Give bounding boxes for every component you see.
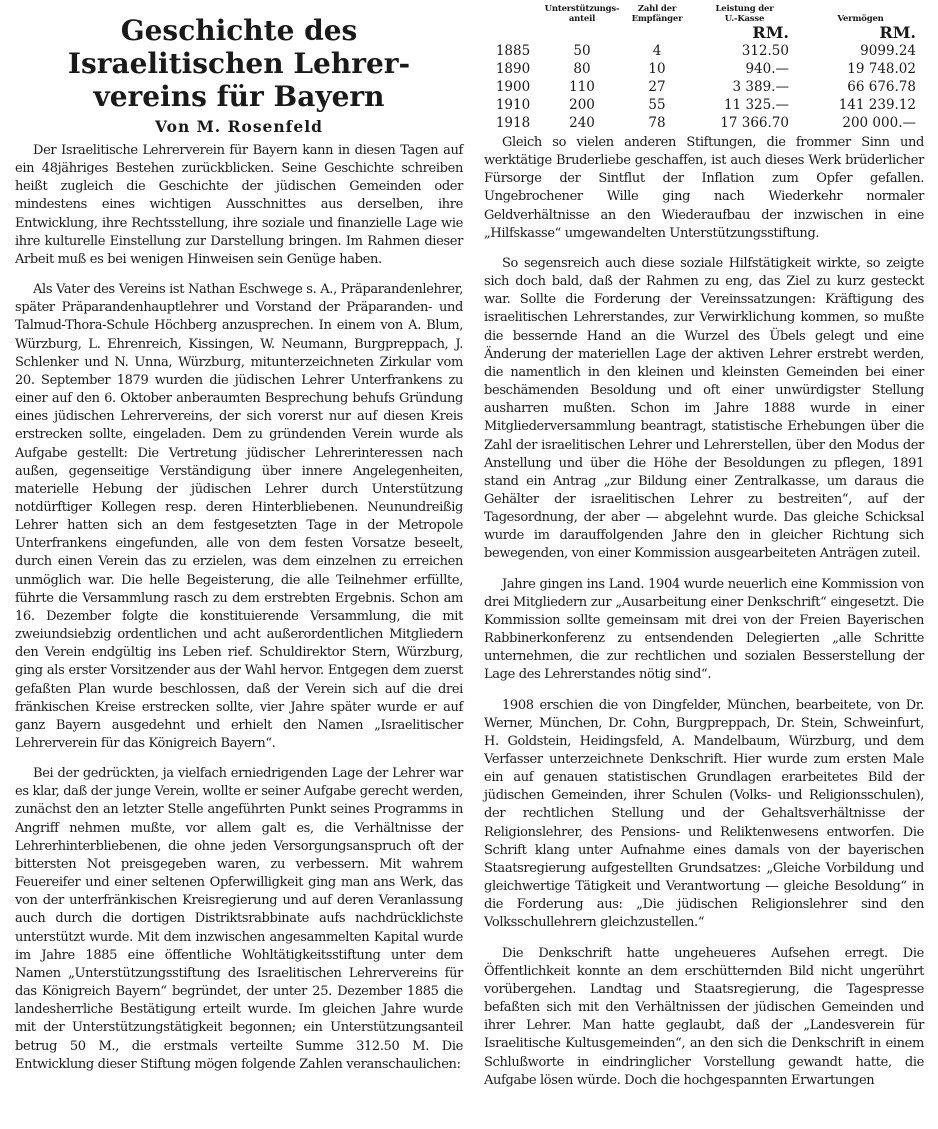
paragraph: Als Vater des Vereins ist Nathan Eschwege s. A., Präparandenlehrer, später Präparandenhauptlehrer und Vorstand der Präparanden- und Talmud-Thora-Schule Höchberg anzusprechen. In einem von A. Blum, Würzburg, L. Ehrenreich, Kissingen, W. Neumann, Burgpreppach, J. Schlenker und N. Unna, Würzburg, mitunterzeichneten Zirkular vom 20. September 1879 wurden die jüdischen Lehrer Unterfrankens zu einer auf den 6. Oktober anberaumten Besprechung behufs Gründung eines jüdischen Lehrervereins, der sich vorerst nur auf diesen Kreis erstrecken sollte, eingeladen. Dem zu gründenden Verein wurde als Aufgabe gestellt: Die Vertretung jüdischer Lehrerinteressen nach außen, gegenseitige Verständigung über innere Angelegenheiten, materielle Hebung der jüdischen Lehrer durch Unterstützung notdürftiger Kollegen resp. deren Hinterbliebenen. Neunundreißig Lehrer hatten sich an dem festgesetzten Tage in der Metropole Unterfrankens eingefunden, alle von dem festen Vorsatze beseelt, durch einen Verein das zu erzielen, was dem einzelnen zu erreichen unmöglich war. Die helle Begeisterung, die alle Teilnehmer erfüllte, führte die Versammlung rasch zu dem erstrebten Ergebnis. Schon am 16. Dezember folgte die konstituierende Versammlung, die mit zweiundsiebzig ordentlichen und acht außerordentlichen Mitgliedern den Verein endgültig ins Leben rief. Schuldirektor Stern, Würzburg, ging als erster Vorsitzender aus der Wahl hervor. Entgegen dem zuerst gefaßten Plan wurde beschlossen, daß der Verein sich auf die drei fränkischen Kreise erstrecken sollte, vier Jahre später wurde er auf ganz Bayern ausgedehnt und erhielt den Namen „Israelitischer Lehrerverein für das Königreich Bayern“. xyxy=(15,282,463,751)
table-cell: 10 xyxy=(648,61,666,77)
table-cell: 200 000.— xyxy=(842,115,916,131)
table-cell: 78 xyxy=(648,115,666,131)
paragraph: Gleich so vielen anderen Stiftungen, die frommer Sinn und werktätige Bruderliebe geschaffen, ist auch dieses Werk brüderlicher Fürsorge der Sintflut der Inflation zum Opfer gefallen. Ungebrochener Wille ging nach Wiederkehr normaler Geldverhältnisse an den Wiederaufbau der inzwischen in eine „Hilfskasse“ umgewandelten Unterstützungsstiftung. xyxy=(484,135,924,241)
left-column xyxy=(15,0,463,1086)
table-cell: 27 xyxy=(648,79,666,95)
paragraph: Der Israelitische Lehrerverein für Bayern kann in diesen Tagen auf ein 48jähriges Bestehen zurückblicken. Seine Geschichte schreiben heißt zugleich die Geschichte der jüdischen Gemeinden oder mindestens eines wichtigen Ausschnittes aus derselben, ihre Entwicklung, ihre Rechtsstellung, ihre soziale und finanzielle Lage wie ihre kulturelle Einstellung zur Darstellung bringen. Im Rahmen dieser Arbeit muß es bei wenigen Hinweisen sein Genüge haben. xyxy=(15,143,463,267)
table-cell: 66 676.78 xyxy=(847,79,916,95)
table-cell: 80 xyxy=(573,61,591,77)
table-header: Unterstützungs- anteil xyxy=(544,4,620,24)
table-cell: 55 xyxy=(648,97,666,113)
right-column xyxy=(484,0,924,1102)
table-cell: 3 389.— xyxy=(732,79,789,95)
table-cell: 50 xyxy=(573,43,591,59)
table-header: Leistung der U.-Kasse xyxy=(715,4,774,24)
table-row xyxy=(484,96,924,114)
table-cell: 9099.24 xyxy=(860,43,916,59)
table-cell: 1900 xyxy=(495,79,531,95)
table-cell: 4 xyxy=(652,43,662,59)
table-cell: 1918 xyxy=(495,115,531,131)
table-cell: 1910 xyxy=(495,97,531,113)
statistics-table xyxy=(484,4,924,132)
table-cell: 240 xyxy=(569,115,595,131)
table-cell: 110 xyxy=(569,79,595,95)
table-header: Vermögen xyxy=(837,14,884,24)
title-line-2: vereins für Bayern xyxy=(93,80,385,113)
table-header xyxy=(484,4,542,24)
table-cell: 940.— xyxy=(745,61,789,77)
table-cell: 19 748.02 xyxy=(847,61,916,77)
unit-label: RM. xyxy=(879,23,916,42)
table-cell: 11 325.— xyxy=(723,97,789,113)
paragraph: Bei der gedrückten, ja vielfach erniedrigenden Lage der Lehrer war es klar, daß der junge Verein, wollte er seiner Aufgabe gerecht werden, zunächst den an letzter Stelle angeführten Punkt seines Programms in Angriff nehmen mußte, vor allem galt es, die Verhältnisse der Lehrerhinterbliebenen, die ohne jeden Versorgungsanspruch oft der bittersten Not preisgegeben waren, zu verbessern. Mit wahrem Feuereifer und einer seltenen Opferwilligkeit ging man ans Werk, das von der unterfränkischen Kreisregierung und auf deren Veranlassung auch durch die dortigen Distriktsrabbinate aufs nachdrücklichste unterstützt wurde. Mit dem inzwischen angesammelten Kapital wurde im Jahre 1885 eine öffentliche Wohltätigkeitsstiftung unter dem Namen „Unterstützungsstiftung des Israelitischen Lehrervereins für das Königreich Bayern“ begründet, der unter 25. Dezember 1885 die landesherrliche Bestätigung erteilt wurde. Im gleichen Jahre wurde mit der Unterstützungstätigkeit begonnen; ein Unterstützungsanteil betrug 50 M., die erstmals verteilte Summe 312.50 M. Die Entwicklung dieser Stiftung mögen folgende Zahlen veranschaulichen: xyxy=(15,766,463,1072)
table-row xyxy=(484,78,924,96)
table-cell: 17 366.70 xyxy=(720,115,789,131)
table-cell: 1890 xyxy=(495,61,531,77)
article-title xyxy=(15,14,463,113)
table-units-row xyxy=(484,24,924,42)
paragraph: Jahre gingen ins Land. 1904 wurde neuerlich eine Kommission von drei Mitgliedern zur „Ausarbeitung einer Denkschrift“ eingesetzt. Die Kommission sollte gemeinsam mit drei von der Freien Bayerischen Rabbinerkonferenz zu entsendenden Delegierten „alle Schritte unternehmen, die zur rechtlichen und sozialen Besserstellung der Lage des Lehrerstandes nötig sind“. xyxy=(484,576,924,683)
byline: Von M. Rosenfeld xyxy=(155,117,323,136)
title-line-1: Geschichte des Israelitischen Lehrer- xyxy=(67,14,411,80)
unit-label: RM. xyxy=(752,23,789,42)
table-row xyxy=(484,60,924,78)
table-cell: 312.50 xyxy=(741,43,789,59)
table-cell: 141 239.12 xyxy=(838,97,916,113)
table-cell: 1885 xyxy=(495,43,531,59)
table-header-row xyxy=(484,4,924,24)
table-cell: 200 xyxy=(569,97,595,113)
table-row xyxy=(484,42,924,60)
paragraph: 1908 erschien die von Dingfelder, München, bearbeitete, von Dr. Werner, München, Dr. Cohn, Burgpreppach, Dr. Stein, Schweinfurt, H. Goldstein, Heidingsfeld, A. Mandelbaum, Würzburg, und dem Verfasser unterzeichnete Denkschrift. Hier wurde zum ersten Male ein auf genauen statistischen Grundlagen erarbeitetes Bild der jüdischen Gemeinden, ihrer Schulen (Volks- und Religionsschulen), der rechtlichen Stellung und der Gehaltsverhältnisse der Religionslehrer, des Pensions- und Reliktenwesens entworfen. Die Schrift klang unter Aufnahme eines damals von der bayerischen Staatsregierung aufgestellten Grundsatzes: „Gleiche Vorbildung und gleichwertige Tätigkeit und Verantwortung — gleiche Besoldung“ in die Forderung aus: „Die jüdischen Religionslehrer sind den Volksschullehrern gleichzustellen.“ xyxy=(484,697,924,931)
table-row xyxy=(484,114,924,132)
paragraph: Die Denkschrift hatte ungeheueres Aufsehen erregt. Die Öffentlichkeit konnte an dem erschütternden Bild nicht ungerührt vorübergehen. Landtag und Staatsregierung, die Tagespresse befaßten sich mit den Verhältnissen der jüdischen Gemeinden und ihrer Lehrer. Man hatte geglaubt, daß der „Landesverein für Israelitische Kultusgemeinden“, an den sich die Denkschrift in einem Schlußworte in eindringlicher Vorstellung gewandt hatte, die Aufgabe lösen würde. Doch die hochgespannten Erwartungen xyxy=(484,945,924,1088)
paragraph: So segensreich auch diese soziale Hilfstätigkeit wirkte, so zeigte sich doch bald, daß der Rahmen zu eng, das Ziel zu kurz gesteckt war. Sollte die Forderung der Vereinssatzungen: Kräftigung des israelitischen Lehrerstandes, zur Verwirklichung kommen, so mußte die bessernde Hand an die Wurzel des Übels gelegt und eine Änderung der materiellen Lage der aktiven Lehrer erstrebt werden, die namentlich in den kleinen und kleinsten Gemeinden bei einer beschämenden Besoldung und oft einer unwürdigster Stellung ausharren mußten. Schon im Jahre 1888 wurde in einer Mitgliederversammlung beantragt, statistische Erhebungen über die Zahl der israelitischen Lehrer und Lehrerstellen, über den Modus der Anstellung und über die Höhe der Besoldungen zu pflegen, 1891 stand ein Antrag „zur Bildung einer Zentralkasse, um daraus die Gehälter der israelitischen Lehrer zu bestreiten“, auf der Tagesordnung, der aber — abgelehnt wurde. Das gleiche Schicksal wurde im darauffolgenden Jahre den in gleicher Richtung sich bewegenden, von einer Kommission ausgearbeiteten Anträgen zuteil. xyxy=(484,255,924,562)
table-header: Zahl der Empfänger xyxy=(631,4,683,24)
